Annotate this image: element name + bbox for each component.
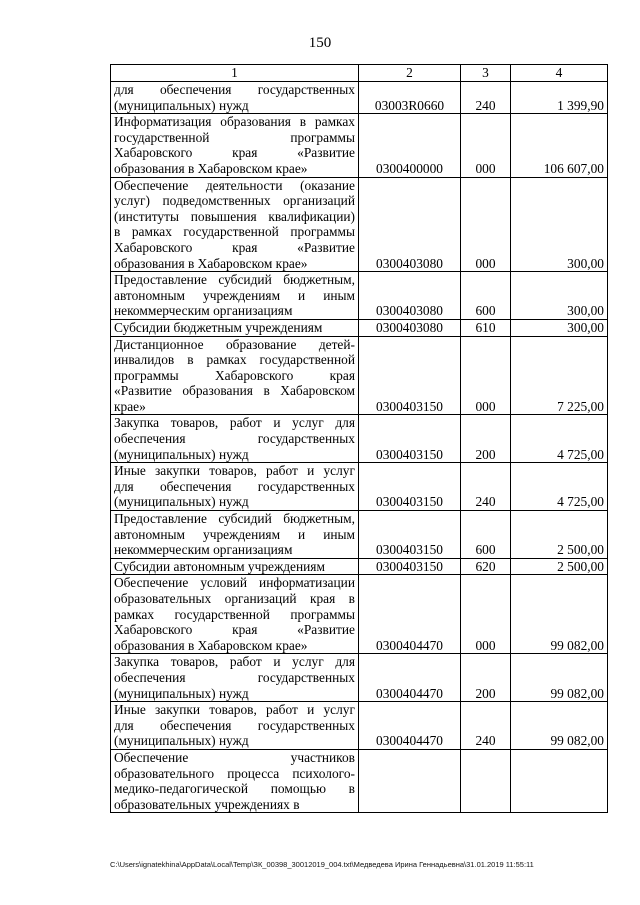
row-code: 0300404470 <box>359 654 461 702</box>
row-description <box>111 654 359 702</box>
table-row <box>111 415 608 463</box>
row-amount: 2 500,00 <box>511 511 608 559</box>
description-line: Хабаровского края «Развитие <box>114 239 355 255</box>
description-line: Обеспечение участников <box>114 749 355 765</box>
description-line: (муниципальных) нужд <box>114 685 249 701</box>
description-line: Субсидии бюджетным учреждениям <box>114 319 323 335</box>
row-amount: 4 725,00 <box>511 415 608 463</box>
row-code: 0300403080 <box>359 177 461 272</box>
row-expense-type: 000 <box>461 575 511 654</box>
description-line: программы Хабаровского края <box>114 367 355 383</box>
description-line: Иные закупки товаров, работ и услуг <box>114 463 355 479</box>
table-row <box>111 319 608 336</box>
description-line: образования в Хабаровском крае» <box>114 160 308 176</box>
table-row <box>111 511 608 559</box>
row-code: 0300403150 <box>359 336 461 415</box>
table-row <box>111 558 608 575</box>
page-number: 150 <box>308 35 332 51</box>
table-row <box>111 177 608 272</box>
description-line: Субсидии автономным учреждениям <box>114 558 325 574</box>
row-description <box>111 463 359 511</box>
description-line: Информатизация образования в рамках <box>114 114 355 130</box>
row-amount: 99 082,00 <box>511 702 608 750</box>
row-expense-type: 600 <box>461 272 511 320</box>
table-row <box>111 82 608 114</box>
row-code: 0300404470 <box>359 575 461 654</box>
column-header-2: 2 <box>359 65 461 82</box>
description-line: некоммерческим организациям <box>114 542 293 558</box>
description-line: государственной программы <box>114 129 355 145</box>
description-line: в рамках государственной программы <box>114 224 355 240</box>
table-row <box>111 114 608 177</box>
description-line: Закупка товаров, работ и услуг для <box>114 415 355 431</box>
row-amount: 300,00 <box>511 177 608 272</box>
table-body <box>111 82 608 813</box>
budget-table <box>110 64 608 813</box>
row-description <box>111 319 359 336</box>
row-code: 0300403150 <box>359 511 461 559</box>
row-amount: 99 082,00 <box>511 575 608 654</box>
row-expense-type <box>461 749 511 812</box>
row-amount: 2 500,00 <box>511 558 608 575</box>
description-line: Дистанционное образование детей- <box>114 336 355 352</box>
row-description <box>111 114 359 177</box>
row-amount <box>511 749 608 812</box>
description-line: образования в Хабаровском крае» <box>114 637 308 653</box>
description-line: образовательных организаций края в <box>114 591 355 606</box>
row-code: 03003R0660 <box>359 82 461 114</box>
description-line: образовательного процесса психолого- <box>114 765 355 781</box>
table-row <box>111 575 608 654</box>
row-description <box>111 511 359 559</box>
description-line: медико-педагогической помощью в <box>114 781 355 797</box>
description-line: услуг) подведомственных организаций <box>114 193 355 209</box>
row-description <box>111 558 359 575</box>
description-line: обеспечения государственных <box>114 669 355 685</box>
row-code: 0300403080 <box>359 272 461 320</box>
description-line: обеспечения государственных <box>114 431 355 447</box>
description-line: для обеспечения государственных <box>114 717 355 733</box>
description-line: инвалидов в рамках государственной <box>114 352 355 368</box>
row-description <box>111 702 359 750</box>
description-line: для обеспечения государственных <box>114 82 355 97</box>
row-description <box>111 749 359 812</box>
description-line: (муниципальных) нужд <box>114 446 249 462</box>
description-line: (муниципальных) нужд <box>114 97 249 113</box>
description-line: (муниципальных) нужд <box>114 494 249 510</box>
row-expense-type: 000 <box>461 336 511 415</box>
row-expense-type: 240 <box>461 82 511 114</box>
column-header-3: 3 <box>461 65 511 82</box>
table-row <box>111 272 608 320</box>
row-expense-type: 000 <box>461 177 511 272</box>
row-description <box>111 575 359 654</box>
row-amount: 99 082,00 <box>511 654 608 702</box>
description-line: Хабаровского края «Развитие <box>114 622 355 638</box>
row-code: 0300403150 <box>359 463 461 511</box>
row-amount: 1 399,90 <box>511 82 608 114</box>
row-description <box>111 336 359 415</box>
row-description <box>111 415 359 463</box>
description-line: автономным учреждениям и иным <box>114 287 355 303</box>
description-line: крае» <box>114 398 146 414</box>
row-amount: 300,00 <box>511 319 608 336</box>
row-code: 0300404470 <box>359 702 461 750</box>
description-line: Предоставление субсидий бюджетным, <box>114 511 355 527</box>
table-header-row <box>111 65 608 82</box>
row-amount: 4 725,00 <box>511 463 608 511</box>
row-expense-type: 600 <box>461 511 511 559</box>
row-code: 0300403080 <box>359 319 461 336</box>
row-expense-type: 200 <box>461 415 511 463</box>
table-row <box>111 702 608 750</box>
row-code: 0300400000 <box>359 114 461 177</box>
row-amount: 300,00 <box>511 272 608 320</box>
description-line: Иные закупки товаров, работ и услуг <box>114 702 355 718</box>
description-line: для обеспечения государственных <box>114 478 355 494</box>
row-code: 0300403150 <box>359 415 461 463</box>
description-line: Предоставление субсидий бюджетным, <box>114 272 355 288</box>
row-amount: 7 225,00 <box>511 336 608 415</box>
row-expense-type: 000 <box>461 114 511 177</box>
column-header-4: 4 <box>511 65 608 82</box>
table-row <box>111 336 608 415</box>
description-line: Обеспечение условий информатизации <box>114 575 355 591</box>
row-amount: 106 607,00 <box>511 114 608 177</box>
table-row <box>111 654 608 702</box>
description-line: Закупка товаров, работ и услуг для <box>114 654 355 670</box>
row-expense-type: 240 <box>461 463 511 511</box>
description-line: некоммерческим организациям <box>114 303 293 319</box>
row-expense-type: 610 <box>461 319 511 336</box>
row-description <box>111 177 359 272</box>
row-description <box>111 82 359 114</box>
description-line: Обеспечение деятельности (оказание <box>114 177 355 193</box>
description-line: образовательных учреждениях в <box>114 796 300 812</box>
row-expense-type: 240 <box>461 702 511 750</box>
description-line: (муниципальных) нужд <box>114 733 249 749</box>
table-row <box>111 463 608 511</box>
footer-file-path: C:\Users\ignatekhina\AppData\Local\Temp\ЗК_00398_30012019_004.txt\Медведева Ирина Геннадьевна\31.01.2019 11:55:11 <box>110 860 534 869</box>
description-line: образования в Хабаровском крае» <box>114 255 308 271</box>
table-row <box>111 749 608 812</box>
column-header-1: 1 <box>111 65 359 82</box>
row-description <box>111 272 359 320</box>
description-line: рамках государственной программы <box>114 606 355 622</box>
description-line: «Развитие образования в Хабаровском <box>114 383 355 399</box>
description-line: (институты повышения квалификации) <box>114 208 355 224</box>
description-line: автономным учреждениям и иным <box>114 526 355 542</box>
row-code: 0300403150 <box>359 558 461 575</box>
description-line: Хабаровского края «Развитие <box>114 145 355 161</box>
row-expense-type: 200 <box>461 654 511 702</box>
row-expense-type: 620 <box>461 558 511 575</box>
row-code <box>359 749 461 812</box>
